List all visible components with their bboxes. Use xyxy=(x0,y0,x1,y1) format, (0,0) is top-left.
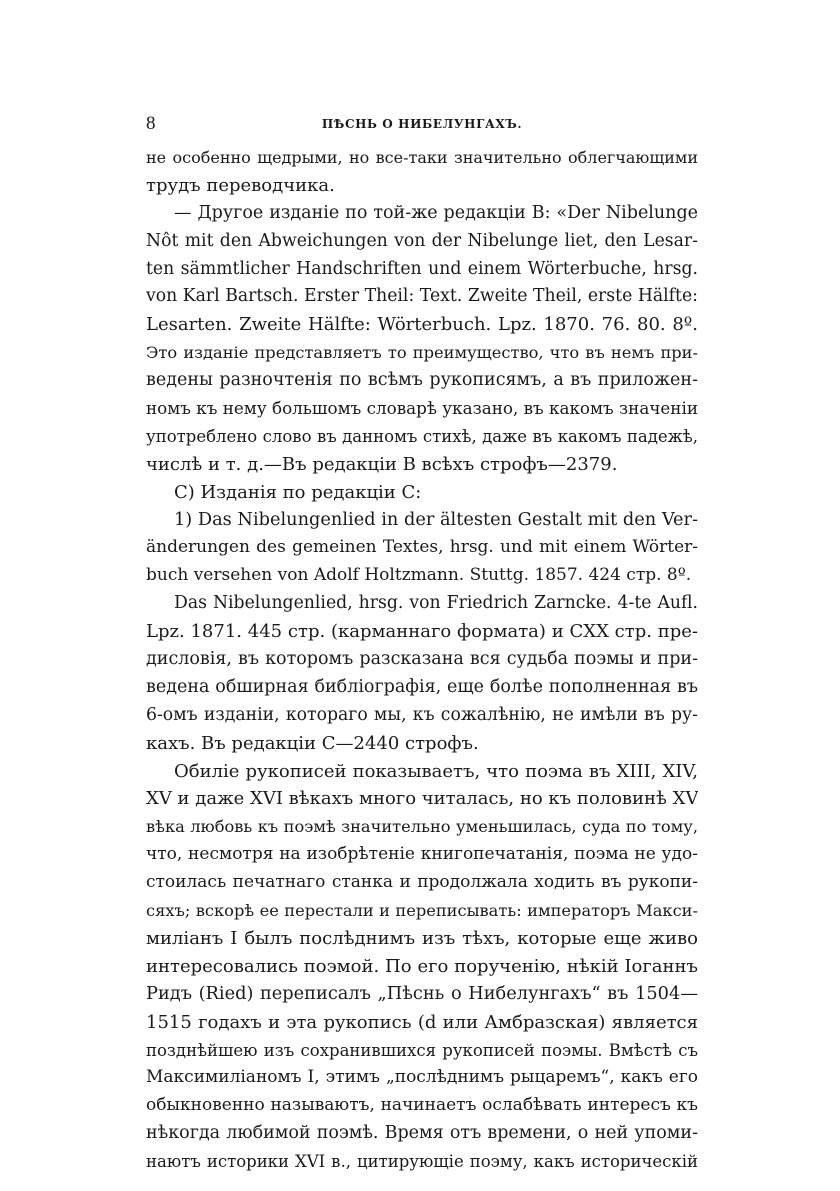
text-line: C) Изданія по редакціи C: xyxy=(174,481,422,503)
text-line: кахъ. Въ редакціи C—2440 строфъ. xyxy=(146,732,479,754)
text-line: 1) Das Nibelungenlied in der ältesten Gestalt mit den Ver- xyxy=(174,509,698,530)
text-line: сяхъ; вскорѣ ее перестали и переписывать: императоръ Макси- xyxy=(146,901,698,921)
text-line: 1515 годахъ и эта рукопись (d или Амбразская) является xyxy=(146,1011,698,1033)
text-line: änderungen des gemeinen Textes, hrsg. und mit einem Wörter- xyxy=(146,537,698,558)
text-line: трудъ переводчика. xyxy=(146,174,335,196)
text-line: von Karl Bartsch. Erster Theil: Text. Zweite Theil, erste Hälfte: xyxy=(146,286,698,307)
text-line: не особенно щедрыми, но все-таки значительно облегчающими xyxy=(146,148,698,167)
text-line: Lpz. 1871. 445 стр. (карманнаго формата) и CXX стр. пре- xyxy=(146,621,698,643)
page-header xyxy=(146,112,698,136)
text-line: употреблено слово въ данномъ стихѣ, даже въ какомъ падежѣ, xyxy=(146,426,698,446)
text-line: — Другое изданіе по той-же редакціи B: «Der Nibelunge xyxy=(174,202,698,223)
text-line: нѣкогда любимой поэмѣ. Время отъ времени, о ней упоми- xyxy=(146,1123,698,1144)
text-line: стоилась печатнаго станка и продолжала ходить въ рукопи- xyxy=(146,872,698,893)
text-line: миліанъ I былъ послѣднимъ изъ тѣхъ, которые еще живо xyxy=(146,927,698,949)
text-line: наютъ историки XVI в., цитирующіе поэму, какъ историческій xyxy=(146,1152,698,1172)
text-line: 6-омъ изданіи, котораго мы, къ сожалѣнію, не имѣли въ ру- xyxy=(146,704,698,725)
text-line: Максимиліаномъ I, этимъ „послѣднимъ рыцаремъ“, какъ его xyxy=(146,1067,698,1088)
text-line: Lesarten. Zweite Hälfte: Wörterbuch. Lpz. 1870. 76. 80. 8º. xyxy=(146,314,698,336)
text-line: интересовались поэмой. По его порученію, нѣкій Іоганнъ xyxy=(146,955,698,977)
text-line: ведена обширная библіографія, еще болѣе пополненная въ xyxy=(146,676,698,697)
running-title: ПѢСНЬ О НИБЕЛУНГАХЪ. xyxy=(321,117,523,131)
body-text xyxy=(146,144,698,1176)
text-line: Это изданіе представляетъ то преимущество, что въ немъ при- xyxy=(146,343,698,363)
text-line: позднѣйшею изъ сохранившихся рукописей поэмы. Вмѣстѣ съ xyxy=(146,1040,698,1060)
text-line: Das Nibelungenlied, hrsg. von Friedrich Zarncke. 4-te Aufl. xyxy=(174,593,698,614)
text-line: номъ къ нему большомъ словарѣ указано, въ какомъ значеніи xyxy=(146,398,698,419)
text-line: buch versehen von Adolf Holtzmann. Stuttg. 1857. 424 стр. 8º. xyxy=(146,565,692,586)
text-line: Ридъ (Ried) переписалъ „Пѣснь о Нибелунгахъ“ въ 1504— xyxy=(146,983,698,1004)
text-line: Nôt mit den Abweichungen von der Nibelunge liet, den Lesar- xyxy=(146,230,698,251)
text-line: обыкновенно называютъ, начинаетъ ослабѣвать интересъ къ xyxy=(146,1095,698,1116)
text-line: Обиліе рукописей показываетъ, что поэма въ XIII, XIV, xyxy=(174,760,698,782)
text-line: ведены разночтенія по всѣмъ рукописямъ, а въ приложен- xyxy=(146,370,698,391)
text-line: что, несмотря на изобрѣтеніе книгопечатанія, поэма не удо- xyxy=(146,844,698,865)
text-line: вѣка любовь къ поэмѣ значительно уменьшилась, суда по тому, xyxy=(146,817,698,837)
text-line: ten sämmtlicher Handschriften und einem Wörterbuche, hrsg. xyxy=(146,258,698,279)
text-line: дисловія, въ которомъ разсказана вся судьба поэмы и при- xyxy=(146,649,698,670)
text-line: числѣ и т. д.—Въ редакціи B всѣхъ строфъ—2379. xyxy=(146,453,618,475)
text-line: XV и даже XVI вѣкахъ много читалась, но къ половинѣ XV xyxy=(146,788,698,810)
page-number: 8 xyxy=(146,113,156,134)
